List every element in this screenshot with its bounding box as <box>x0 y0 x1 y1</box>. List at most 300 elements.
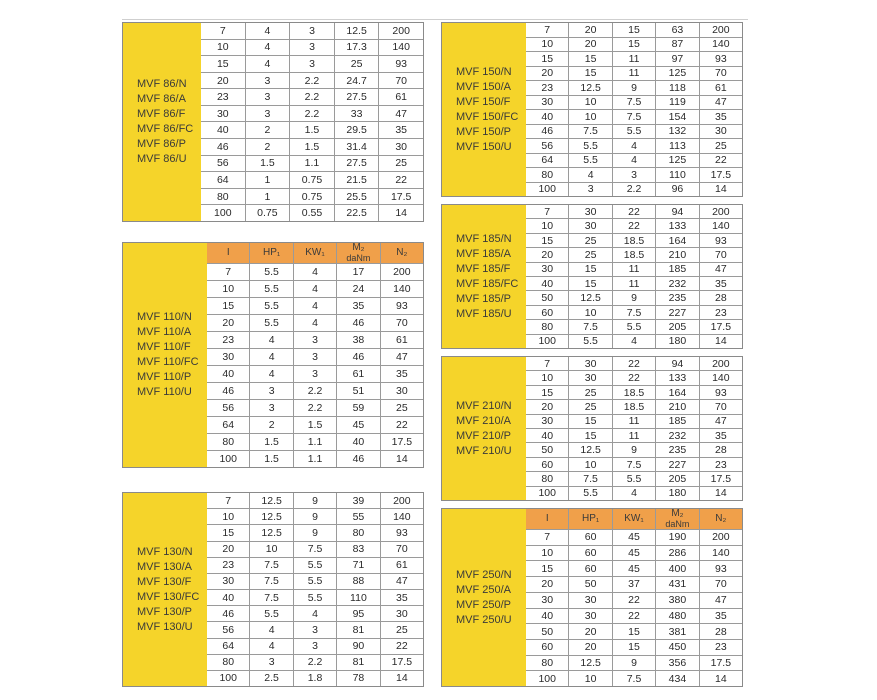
table-row <box>207 654 423 670</box>
table-cell: 24 <box>336 281 379 297</box>
table-cell: 2.2 <box>293 400 336 416</box>
table-cell: 17.5 <box>699 656 742 671</box>
header-row <box>526 509 742 529</box>
table-cell: 11 <box>612 52 655 66</box>
table-row <box>207 541 423 557</box>
table-cell: 140 <box>699 371 742 384</box>
table-row <box>526 399 742 413</box>
table-cell: 4 <box>245 23 290 39</box>
table-cell: 210 <box>655 248 698 261</box>
table-cell: 10 <box>568 306 611 319</box>
table-cell: 46 <box>336 349 379 365</box>
table-cell: 12.5 <box>249 493 292 508</box>
table-cell: 1.5 <box>293 417 336 433</box>
table-cell: 100 <box>219 453 237 465</box>
table-row <box>207 382 423 399</box>
table-cell: 30 <box>568 357 611 370</box>
table-cell: 100 <box>214 207 232 220</box>
table-row <box>526 334 742 348</box>
table-cell: 7.5 <box>568 472 611 485</box>
table-cell: 1.8 <box>293 671 336 686</box>
table-cell: 30 <box>568 371 611 384</box>
table-cell: 15 <box>541 52 554 65</box>
table-cell: 20 <box>568 23 611 37</box>
table-row <box>201 105 423 122</box>
table-cell: 20 <box>541 248 554 261</box>
table-cell: 70 <box>378 73 423 89</box>
table-cell: 4 <box>293 298 336 314</box>
table-cell: 125 <box>655 67 698 81</box>
table-cell: 431 <box>655 577 698 592</box>
table-cell: 14 <box>378 205 423 221</box>
table-cell: 70 <box>699 67 742 81</box>
model-name: MVF 150/FC <box>456 110 519 123</box>
table-cell: 64 <box>222 640 235 653</box>
table-row <box>526 560 742 576</box>
table-cell: 28 <box>699 291 742 304</box>
table-cell: 11 <box>612 263 655 276</box>
table-cell: 133 <box>655 371 698 384</box>
table-cell: 1.1 <box>289 156 334 172</box>
table-cell: 40 <box>336 434 379 450</box>
table-cell: 23 <box>216 91 229 104</box>
table-cell: 15 <box>541 234 554 247</box>
table-cell: 200 <box>699 530 742 545</box>
table-cell: 381 <box>655 624 698 639</box>
table-cell: 4 <box>293 264 336 280</box>
table-cell: 9 <box>612 656 655 671</box>
table-cell: 3 <box>293 639 336 654</box>
top-rule <box>122 19 748 20</box>
model-name: MVF 130/F <box>137 575 192 588</box>
table-cell: 4 <box>245 40 290 56</box>
table-row <box>526 153 742 168</box>
table-cell: 5.5 <box>249 264 292 280</box>
table-row <box>526 471 742 485</box>
model-name: MVF 250/N <box>456 568 512 581</box>
model-name: MVF 110/P <box>137 371 192 383</box>
table-cell: 17.5 <box>380 655 423 670</box>
table-cell: 20 <box>568 624 611 639</box>
table-cell: 25 <box>380 622 423 637</box>
table-cell: 83 <box>336 542 379 557</box>
model-name: MVF 86/FC <box>137 123 194 135</box>
table-cell: 1 <box>245 189 290 205</box>
table-cell: 132 <box>655 125 698 139</box>
table-row <box>201 72 423 89</box>
table-cell: 47 <box>699 415 742 428</box>
table-cell: 22 <box>612 609 655 624</box>
column-header <box>293 243 336 263</box>
table-row <box>526 385 742 399</box>
table-cell: 3 <box>245 106 290 122</box>
table-cell: 28 <box>699 443 742 456</box>
model-name: MVF 185/FC <box>456 277 519 290</box>
table-cell: 11 <box>612 429 655 442</box>
table-cell: 40 <box>541 277 554 290</box>
table-cell: 64 <box>541 154 554 167</box>
table-row <box>201 39 423 56</box>
table-row <box>207 314 423 331</box>
table-row <box>526 670 742 686</box>
table-cell: 23 <box>222 559 235 572</box>
mvf-130-table <box>122 492 424 687</box>
spec-grid <box>207 243 423 467</box>
table-cell: 5.5 <box>293 590 336 605</box>
table-cell: 10 <box>568 110 611 124</box>
table-cell: 15 <box>222 526 235 539</box>
table-cell: 7.5 <box>612 306 655 319</box>
table-cell: 46 <box>541 125 554 138</box>
table-cell: 12.5 <box>334 23 379 39</box>
table-cell: 20 <box>222 543 235 556</box>
table-cell: 45 <box>336 417 379 433</box>
table-cell: 10 <box>541 372 554 385</box>
model-name: MVF 185/N <box>456 232 512 245</box>
table-cell: 7.5 <box>612 671 655 686</box>
model-label <box>123 23 201 221</box>
table-cell: 71 <box>336 558 379 573</box>
table-cell: 15 <box>568 263 611 276</box>
table-cell: 47 <box>699 593 742 608</box>
table-row <box>526 37 742 52</box>
table-cell: 17.5 <box>378 189 423 205</box>
table-cell: 80 <box>541 320 554 333</box>
table-cell: 21.5 <box>334 172 379 188</box>
table-cell: 1.5 <box>289 139 334 155</box>
table-cell: 235 <box>655 291 698 304</box>
table-cell: 4 <box>612 139 655 153</box>
table-cell: 4 <box>293 606 336 621</box>
model-name: MVF 250/A <box>456 583 512 596</box>
table-cell: 3 <box>289 23 334 39</box>
table-cell: 70 <box>699 577 742 592</box>
table-cell: 23 <box>699 306 742 319</box>
table-cell: 20 <box>216 74 229 87</box>
table-cell: 7 <box>544 23 551 36</box>
table-cell: 4 <box>249 622 292 637</box>
table-cell: 30 <box>541 594 554 607</box>
table-cell: 93 <box>699 561 742 576</box>
model-name: MVF 150/N <box>456 65 512 78</box>
table-cell: 17 <box>336 264 379 280</box>
table-cell: 30 <box>541 415 554 428</box>
table-cell: 30 <box>222 351 235 363</box>
table-cell: 47 <box>699 263 742 276</box>
table-cell: 47 <box>378 106 423 122</box>
table-cell: 12.5 <box>568 443 611 456</box>
column-header-main: KW₁ <box>624 513 644 524</box>
table-row <box>526 124 742 139</box>
table-row <box>526 262 742 276</box>
table-cell: 28 <box>699 624 742 639</box>
table-cell: 110 <box>336 590 379 605</box>
table-row <box>526 109 742 124</box>
table-cell: 30 <box>568 593 611 608</box>
table-cell: 3 <box>568 183 611 197</box>
table-cell: 25 <box>568 234 611 247</box>
table-cell: 15 <box>612 624 655 639</box>
table-cell: 56 <box>541 139 554 152</box>
table-cell: 70 <box>380 542 423 557</box>
table-cell: 125 <box>655 154 698 168</box>
model-name: MVF 110/A <box>137 326 192 338</box>
table-cell: 60 <box>568 561 611 576</box>
table-cell: 35 <box>380 590 423 605</box>
table-cell: 4 <box>612 487 655 500</box>
table-cell: 1.1 <box>293 434 336 450</box>
table-cell: 20 <box>541 578 554 591</box>
model-name: MVF 130/U <box>137 620 193 633</box>
table-row <box>207 638 423 654</box>
table-cell: 30 <box>568 219 611 232</box>
column-header <box>249 243 292 263</box>
table-cell: 61 <box>380 332 423 348</box>
table-row <box>207 331 423 348</box>
table-row <box>526 290 742 304</box>
table-cell: 50 <box>568 577 611 592</box>
table-cell: 81 <box>336 622 379 637</box>
table-cell: 9 <box>293 509 336 524</box>
table-cell: 7.5 <box>612 458 655 471</box>
table-cell: 140 <box>380 281 423 297</box>
table-cell: 15 <box>568 415 611 428</box>
model-name: MVF 130/A <box>137 560 193 573</box>
table-cell: 30 <box>541 96 554 109</box>
table-cell: 40 <box>222 368 235 380</box>
table-row <box>526 414 742 428</box>
table-cell: 78 <box>336 671 379 686</box>
table-cell: 93 <box>380 525 423 540</box>
table-cell: 22 <box>380 639 423 654</box>
column-header <box>699 509 742 529</box>
table-cell: 15 <box>216 57 229 70</box>
column-header-main: HP₁ <box>262 247 281 258</box>
table-row <box>207 297 423 314</box>
model-name: MVF 150/A <box>456 80 512 93</box>
table-cell: 154 <box>655 110 698 124</box>
table-cell: 200 <box>699 205 742 218</box>
table-cell: 450 <box>655 640 698 655</box>
table-cell: 7 <box>225 494 232 507</box>
table-cell: 5.5 <box>249 315 292 331</box>
table-cell: 9 <box>612 291 655 304</box>
table-row <box>207 524 423 540</box>
table-row <box>526 218 742 232</box>
table-cell: 10 <box>541 38 554 51</box>
table-cell: 3 <box>293 332 336 348</box>
column-header <box>526 509 568 529</box>
table-cell: 1 <box>245 172 290 188</box>
table-cell: 3 <box>289 56 334 72</box>
table-cell: 30 <box>699 125 742 139</box>
table-cell: 80 <box>216 190 229 203</box>
table-cell: 7 <box>219 24 226 37</box>
table-row <box>207 670 423 686</box>
table-row <box>526 529 742 545</box>
table-cell: 38 <box>336 332 379 348</box>
table-row <box>526 608 742 624</box>
spec-grid <box>526 205 742 348</box>
table-cell: 7.5 <box>249 574 292 589</box>
table-row <box>526 23 742 37</box>
table-row <box>526 95 742 110</box>
table-cell: 10 <box>222 510 235 523</box>
table-cell: 0.75 <box>289 189 334 205</box>
table-cell: 2 <box>245 122 290 138</box>
table-cell: 10 <box>568 671 611 686</box>
table-cell: 100 <box>538 183 556 196</box>
table-row <box>526 457 742 471</box>
table-cell: 22 <box>612 205 655 218</box>
table-cell: 10 <box>222 283 235 295</box>
table-row <box>526 357 742 370</box>
table-cell: 3 <box>245 89 290 105</box>
table-cell: 200 <box>699 23 742 37</box>
spec-grid <box>526 23 742 196</box>
table-cell: 164 <box>655 386 698 399</box>
table-cell: 4 <box>568 168 611 182</box>
table-cell: 2.5 <box>249 671 292 686</box>
table-cell: 100 <box>219 672 237 685</box>
table-cell: 14 <box>699 183 742 197</box>
table-row <box>207 621 423 637</box>
table-cell: 24.7 <box>334 73 379 89</box>
table-row <box>526 442 742 456</box>
table-cell: 15 <box>541 386 554 399</box>
column-header-main: M₂ <box>671 508 684 519</box>
table-cell: 227 <box>655 306 698 319</box>
table-cell: 15 <box>612 38 655 52</box>
table-cell: 380 <box>655 593 698 608</box>
table-cell: 5.5 <box>568 335 611 348</box>
model-name: MVF 86/N <box>137 78 187 90</box>
model-name: MVF 210/P <box>456 429 512 442</box>
table-cell: 10 <box>568 96 611 110</box>
table-cell: 2.2 <box>293 655 336 670</box>
table-row <box>526 545 742 561</box>
table-cell: 110 <box>655 168 698 182</box>
table-cell: 90 <box>336 639 379 654</box>
table-cell: 80 <box>222 436 235 448</box>
column-header-main: KW₁ <box>305 247 325 258</box>
table-cell: 30 <box>222 575 235 588</box>
table-row <box>207 416 423 433</box>
column-header <box>380 243 423 263</box>
table-cell: 63 <box>655 23 698 37</box>
table-cell: 12.5 <box>249 525 292 540</box>
table-cell: 3 <box>249 400 292 416</box>
table-cell: 35 <box>378 122 423 138</box>
table-cell: 480 <box>655 609 698 624</box>
table-row <box>526 138 742 153</box>
table-cell: 56 <box>222 402 235 414</box>
table-row <box>201 23 423 39</box>
table-cell: 35 <box>699 277 742 290</box>
column-header-sub: daNm <box>346 253 371 263</box>
table-cell: 45 <box>612 546 655 561</box>
table-cell: 190 <box>655 530 698 545</box>
table-row <box>526 576 742 592</box>
table-cell: 35 <box>336 298 379 314</box>
table-row <box>207 263 423 280</box>
table-row <box>526 370 742 384</box>
model-name: MVF 86/P <box>137 138 186 150</box>
table-row <box>201 155 423 172</box>
table-cell: 50 <box>541 292 554 305</box>
model-name: MVF 150/F <box>456 95 511 108</box>
table-cell: 35 <box>699 110 742 124</box>
table-cell: 46 <box>222 607 235 620</box>
table-cell: 22 <box>612 219 655 232</box>
table-cell: 17.5 <box>699 472 742 485</box>
table-cell: 5.5 <box>568 487 611 500</box>
table-cell: 51 <box>336 383 379 399</box>
table-cell: 22 <box>380 417 423 433</box>
table-cell: 14 <box>380 451 423 467</box>
table-cell: 118 <box>655 81 698 95</box>
table-cell: 7.5 <box>612 96 655 110</box>
table-cell: 140 <box>378 40 423 56</box>
table-cell: 30 <box>568 205 611 218</box>
table-row <box>526 276 742 290</box>
table-cell: 93 <box>699 234 742 247</box>
table-cell: 15 <box>568 277 611 290</box>
table-row <box>526 305 742 319</box>
table-cell: 25 <box>378 156 423 172</box>
table-cell: 14 <box>699 671 742 686</box>
column-header <box>336 243 379 263</box>
table-cell: 40 <box>541 609 554 622</box>
table-cell: 29.5 <box>334 122 379 138</box>
table-cell: 205 <box>655 320 698 333</box>
table-cell: 185 <box>655 263 698 276</box>
table-row <box>207 557 423 573</box>
table-cell: 4 <box>249 332 292 348</box>
table-cell: 25 <box>380 400 423 416</box>
table-row <box>207 589 423 605</box>
table-cell: 50 <box>541 625 554 638</box>
table-cell: 15 <box>222 300 235 312</box>
table-cell: 164 <box>655 234 698 247</box>
table-cell: 9 <box>293 493 336 508</box>
table-cell: 7.5 <box>568 320 611 333</box>
table-cell: 210 <box>655 400 698 413</box>
table-cell: 5.5 <box>612 320 655 333</box>
table-cell: 140 <box>380 509 423 524</box>
table-cell: 60 <box>541 641 554 654</box>
table-cell: 40 <box>222 591 235 604</box>
table-cell: 5.5 <box>612 472 655 485</box>
table-cell: 113 <box>655 139 698 153</box>
table-cell: 100 <box>538 335 556 348</box>
model-name: MVF 150/P <box>456 125 512 138</box>
table-cell: 12.5 <box>568 81 611 95</box>
mvf-210-table <box>441 356 743 501</box>
table-row <box>207 348 423 365</box>
table-cell: 27.5 <box>334 89 379 105</box>
table-cell: 61 <box>699 81 742 95</box>
table-cell: 9 <box>612 81 655 95</box>
table-cell: 17.5 <box>699 320 742 333</box>
table-cell: 35 <box>699 429 742 442</box>
model-label <box>442 509 526 686</box>
table-cell: 60 <box>541 458 554 471</box>
model-name: MVF 185/U <box>456 307 512 320</box>
table-row <box>207 433 423 450</box>
model-label <box>442 23 526 196</box>
table-cell: 22 <box>699 154 742 168</box>
